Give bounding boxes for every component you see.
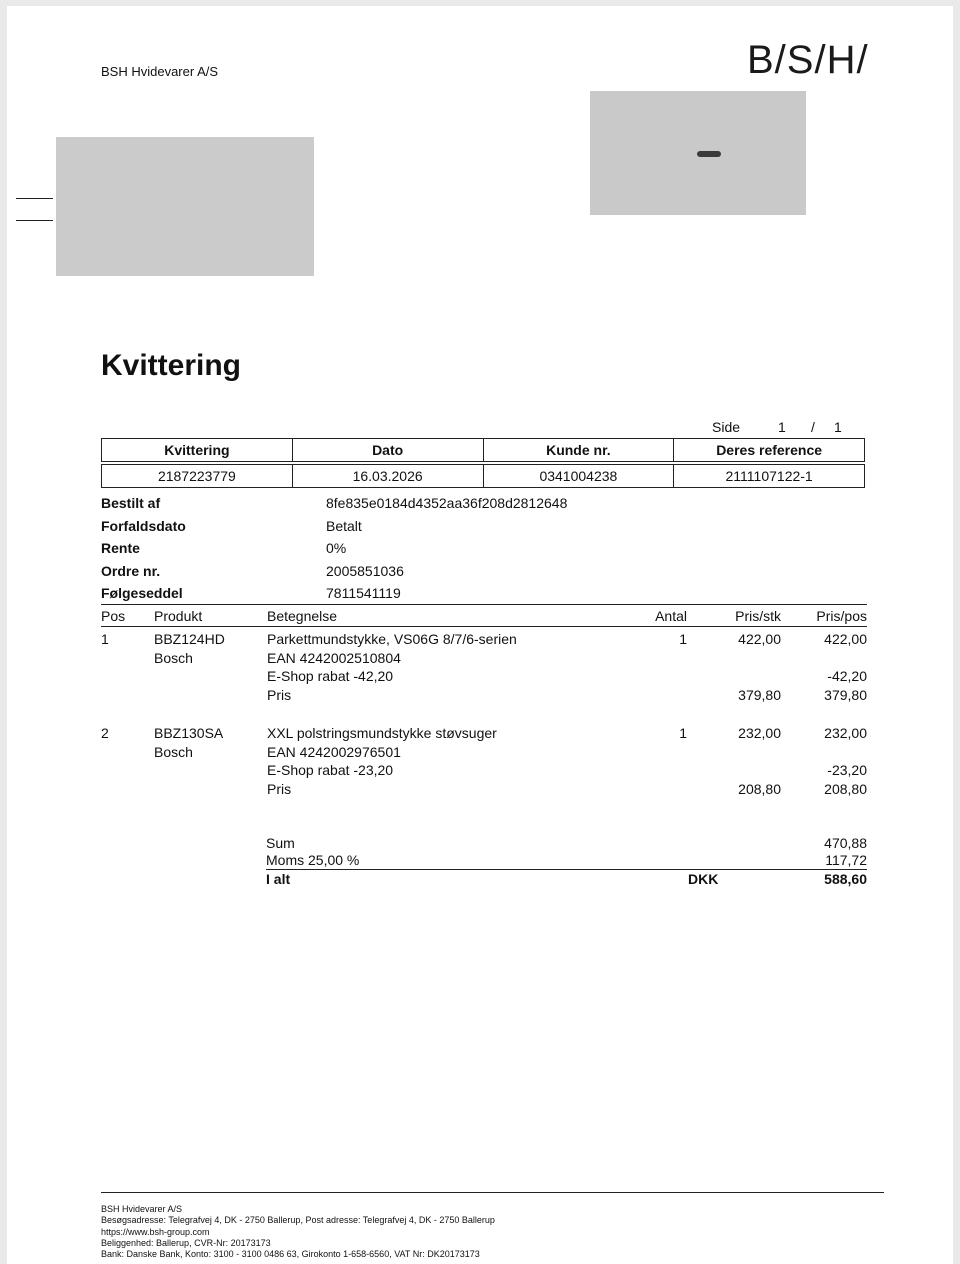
total-divider bbox=[266, 869, 867, 870]
item-brand: Bosch bbox=[154, 650, 193, 666]
item-produkt: BBZ124HD bbox=[154, 631, 225, 647]
page-separator: / bbox=[811, 419, 815, 435]
total-value: 588,60 bbox=[824, 871, 867, 887]
detail-label: Bestilt af bbox=[101, 495, 161, 511]
item-pris-pos: 232,00 bbox=[824, 725, 867, 741]
item-ean: EAN 4242002976501 bbox=[267, 744, 401, 760]
col-pos: Pos bbox=[101, 608, 126, 624]
receipt-page bbox=[7, 6, 953, 1264]
value-dato: 16.03.2026 bbox=[292, 465, 483, 488]
col-antal: Antal bbox=[655, 608, 687, 624]
fold-mark bbox=[16, 198, 53, 199]
col-betegnelse: Betegnelse bbox=[267, 608, 338, 624]
footer-line: Bank: Danske Bank, Konto: 3100 - 3100 0486 63, Girokonto 1-658-6560, VAT Nr: DK20173173 bbox=[101, 1249, 480, 1259]
value-kunde-nr: 0341004238 bbox=[483, 465, 674, 488]
item-ean: EAN 4242002510804 bbox=[267, 650, 401, 666]
header-dato: Dato bbox=[292, 439, 483, 462]
header-deres-reference: Deres reference bbox=[674, 439, 865, 462]
item-produkt: BBZ130SA bbox=[154, 725, 224, 741]
receipt-info-table bbox=[101, 438, 865, 488]
footer-divider bbox=[101, 1192, 884, 1193]
item-rabat-pos: -23,20 bbox=[827, 762, 867, 778]
col-pris-stk: Pris/stk bbox=[735, 608, 781, 624]
item-net-stk: 208,80 bbox=[738, 781, 781, 797]
detail-label: Rente bbox=[101, 540, 140, 556]
item-rabat-label: E-Shop rabat -23,20 bbox=[267, 762, 394, 778]
footer-line: Beliggenhed: Ballerup, CVR-Nr: 20173173 bbox=[101, 1238, 271, 1248]
value-kvittering: 2187223779 bbox=[102, 465, 293, 488]
page-label: Side bbox=[712, 419, 741, 435]
item-pris-stk: 422,00 bbox=[738, 631, 781, 647]
sum-label: Sum bbox=[266, 835, 295, 851]
item-pris-stk: 232,00 bbox=[738, 725, 781, 741]
detail-value: 0% bbox=[326, 540, 347, 556]
header-kvittering: Kvittering bbox=[102, 439, 293, 462]
footer-line: Besøgsadresse: Telegrafvej 4, DK - 2750 Ballerup, Post adresse: Telegrafvej 4, DK - 2750 Ballerup bbox=[101, 1215, 495, 1225]
value-deres-reference: 2111107122-1 bbox=[674, 465, 865, 488]
detail-label: Forfaldsdato bbox=[101, 518, 186, 534]
footer-link[interactable]: https://www.bsh-group.com bbox=[101, 1227, 210, 1237]
item-net-stk: 379,80 bbox=[738, 687, 781, 703]
item-pris-pos: 422,00 bbox=[824, 631, 867, 647]
item-pris-label: Pris bbox=[267, 781, 292, 797]
moms-value: 117,72 bbox=[825, 852, 867, 868]
total-label: I alt bbox=[266, 871, 291, 887]
redacted-block bbox=[590, 91, 806, 215]
item-pos: 1 bbox=[101, 631, 109, 647]
moms-label: Moms 25,00 % bbox=[266, 852, 360, 868]
item-rabat-pos: -42,20 bbox=[827, 668, 867, 684]
divider bbox=[101, 604, 867, 605]
divider bbox=[101, 626, 867, 627]
page-total: 1 bbox=[834, 419, 842, 435]
col-produkt: Produkt bbox=[154, 608, 203, 624]
item-antal: 1 bbox=[679, 725, 687, 741]
sum-value: 470,88 bbox=[824, 835, 867, 851]
item-net-pos: 379,80 bbox=[824, 687, 867, 703]
detail-label: Følgeseddel bbox=[101, 585, 183, 601]
page-title: Kvittering bbox=[101, 349, 242, 382]
page-current: 1 bbox=[778, 419, 786, 435]
item-betegnelse: Parkettmundstykke, VS06G 8/7/6-serien bbox=[267, 631, 517, 647]
redaction-mark bbox=[697, 151, 721, 157]
currency: DKK bbox=[688, 871, 719, 887]
item-antal: 1 bbox=[679, 631, 687, 647]
detail-value: 2005851036 bbox=[326, 563, 404, 579]
redacted-address-block bbox=[56, 137, 314, 276]
header-kunde-nr: Kunde nr. bbox=[483, 439, 674, 462]
fold-mark bbox=[16, 220, 53, 221]
footer-line: BSH Hvidevarer A/S bbox=[101, 1204, 183, 1214]
detail-value: 8fe835e0184d4352aa36f208d2812648 bbox=[326, 495, 568, 511]
item-betegnelse: XXL polstringsmundstykke støvsuger bbox=[267, 725, 497, 741]
detail-value: 7811541119 bbox=[326, 585, 401, 601]
detail-label: Ordre nr. bbox=[101, 563, 161, 579]
item-pris-label: Pris bbox=[267, 687, 292, 703]
item-pos: 2 bbox=[101, 725, 109, 741]
item-rabat-label: E-Shop rabat -42,20 bbox=[267, 668, 394, 684]
bsh-logo: B/S/H/ bbox=[747, 38, 869, 82]
item-brand: Bosch bbox=[154, 744, 193, 760]
detail-value: Betalt bbox=[326, 518, 362, 534]
company-name: BSH Hvidevarer A/S bbox=[101, 64, 219, 79]
col-pris-pos: Pris/pos bbox=[816, 608, 867, 624]
item-net-pos: 208,80 bbox=[824, 781, 867, 797]
